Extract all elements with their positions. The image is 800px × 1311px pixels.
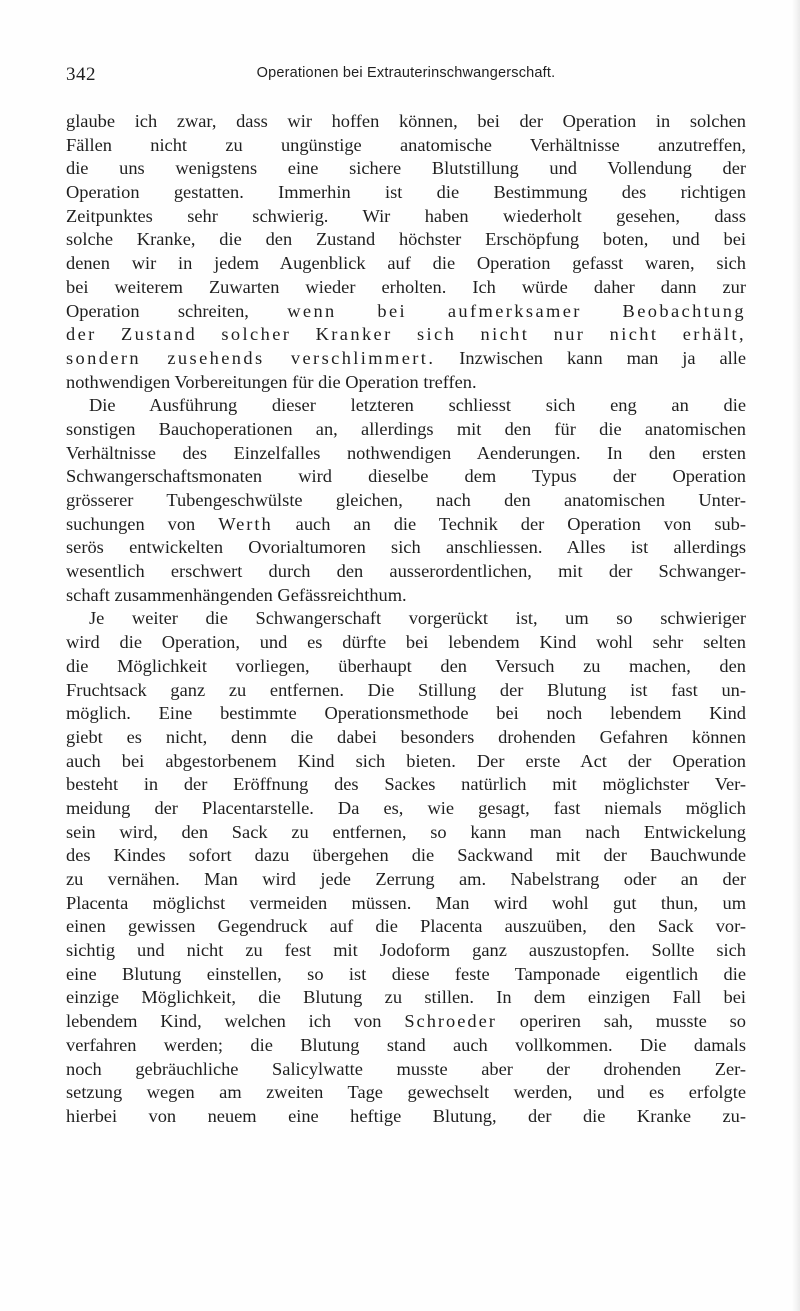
text-line: möglich. Eine bestimmte Operationsmethode bei noch lebendem Kind — [66, 703, 746, 724]
text-line: schaft zusammenhängenden Gefässreichthum. — [66, 584, 407, 605]
text-line: Operation gestatten. Immerhin ist die Bestimmung des richtigen — [66, 182, 746, 203]
text-line: serös entwickelten Ovorialtumoren sich anschliessen. Alles ist allerdings — [66, 537, 746, 558]
text-line: Die Ausführung dieser letzteren schliesst sich eng an die — [89, 395, 746, 416]
page-edge-shadow — [792, 0, 800, 1311]
text-line: der Zustand solcher Kranker sich nicht nur nicht erhält, — [66, 324, 746, 345]
text-line: sonstigen Bauchoperationen an, allerdings mit den für die anatomischen — [66, 418, 746, 439]
text-line: besteht in der Eröffnung des Sackes natürlich mit möglichster Ver- — [66, 774, 746, 795]
text-line: bei weiterem Zuwarten wieder erholten. Ich würde daher dann zur — [66, 276, 746, 297]
page-number: 342 — [66, 64, 96, 85]
page-header — [66, 64, 746, 90]
running-head: Operationen bei Extrauterinschwangerschaft. — [256, 65, 556, 81]
text-line: solche Kranke, die den Zustand höchster Erschöpfung boten, und bei — [66, 229, 746, 250]
body-text — [66, 110, 746, 1129]
text-line: suchungen von Werth auch an die Technik der Operation von sub- — [66, 513, 746, 534]
text-line: giebt es nicht, denn die dabei besonders drohenden Gefahren können — [66, 726, 746, 747]
text-line: setzung wegen am zweiten Tage gewechselt werden, und es erfolgte — [66, 1082, 746, 1103]
text-line: einzige Möglichkeit, die Blutung zu stillen. In dem einzigen Fall bei — [66, 987, 746, 1008]
text-line: Schwangerschaftsmonaten wird dieselbe dem Typus der Operation — [66, 466, 746, 487]
text-line: des Kindes sofort dazu übergehen die Sackwand mit der Bauchwunde — [66, 845, 746, 866]
text-line: Fruchtsack ganz zu entfernen. Die Stillung der Blutung ist fast un- — [66, 679, 746, 700]
text-line: eine Blutung einstellen, so ist diese feste Tamponade eigentlich die — [66, 963, 746, 984]
text-line: Fällen nicht zu ungünstige anatomische Verhältnisse anzutreffen, — [66, 134, 746, 155]
text-line: lebendem Kind, welchen ich von Schroeder operiren sah, musste so — [66, 1011, 746, 1032]
text-line: Operation schreiten, wenn bei aufmerksamer Beobachtung — [66, 300, 746, 321]
text-line: Placenta möglichst vermeiden müssen. Man wird wohl gut thun, um — [66, 892, 746, 913]
text-line: grösserer Tubengeschwülste gleichen, nach den anatomischen Unter- — [66, 490, 746, 510]
text-line: denen wir in jedem Augenblick auf die Operation gefasst waren, sich — [66, 253, 746, 274]
text-line: nothwendigen Vorbereitungen für die Operation treffen. — [66, 371, 477, 392]
text-line: Zeitpunktes sehr schwierig. Wir haben wiederholt gesehen, dass — [66, 205, 746, 226]
text-line: auch bei abgestorbenem Kind sich bieten. Der erste Act der Operation — [66, 750, 746, 771]
text-line: wird die Operation, und es dürfte bei lebendem Kind wohl sehr selten — [66, 632, 746, 653]
text-line: einen gewissen Gegendruck auf die Placenta auszuüben, den Sack vor- — [66, 916, 746, 937]
text-line: die Möglichkeit vorliegen, überhaupt den Versuch zu machen, den — [66, 655, 746, 676]
text-line: wesentlich erschwert durch den ausserordentlichen, mit der Schwanger- — [66, 561, 746, 582]
text-line: Je weiter die Schwangerschaft vorgerückt ist, um so schwieriger — [89, 608, 746, 629]
text-line: sichtig und nicht zu fest mit Jodoform ganz auszustopfen. Sollte sich — [66, 940, 746, 961]
text-line: meidung der Placentarstelle. Da es, wie gesagt, fast niemals möglich — [66, 797, 746, 818]
text-line: sondern zusehends verschlimmert. Inzwischen kann man ja alle — [66, 347, 746, 368]
text-line: glaube ich zwar, dass wir hoffen können, bei der Operation in solchen — [66, 111, 746, 131]
text-line: die uns wenigstens eine sichere Blutstillung und Vollendung der — [66, 158, 746, 179]
text-line: sein wird, den Sack zu entfernen, so kann man nach Entwickelung — [66, 821, 746, 842]
text-line: hierbei von neuem eine heftige Blutung, der die Kranke zu- — [66, 1105, 746, 1126]
text-line: noch gebräuchliche Salicylwatte musste aber der drohenden Zer- — [66, 1058, 746, 1079]
text-line: Verhältnisse des Einzelfalles nothwendigen Aenderungen. In den ersten — [66, 442, 746, 463]
text-line: zu vernähen. Man wird jede Zerrung am. Nabelstrang oder an der — [66, 869, 746, 889]
text-line: verfahren werden; die Blutung stand auch vollkommen. Die damals — [66, 1034, 746, 1055]
